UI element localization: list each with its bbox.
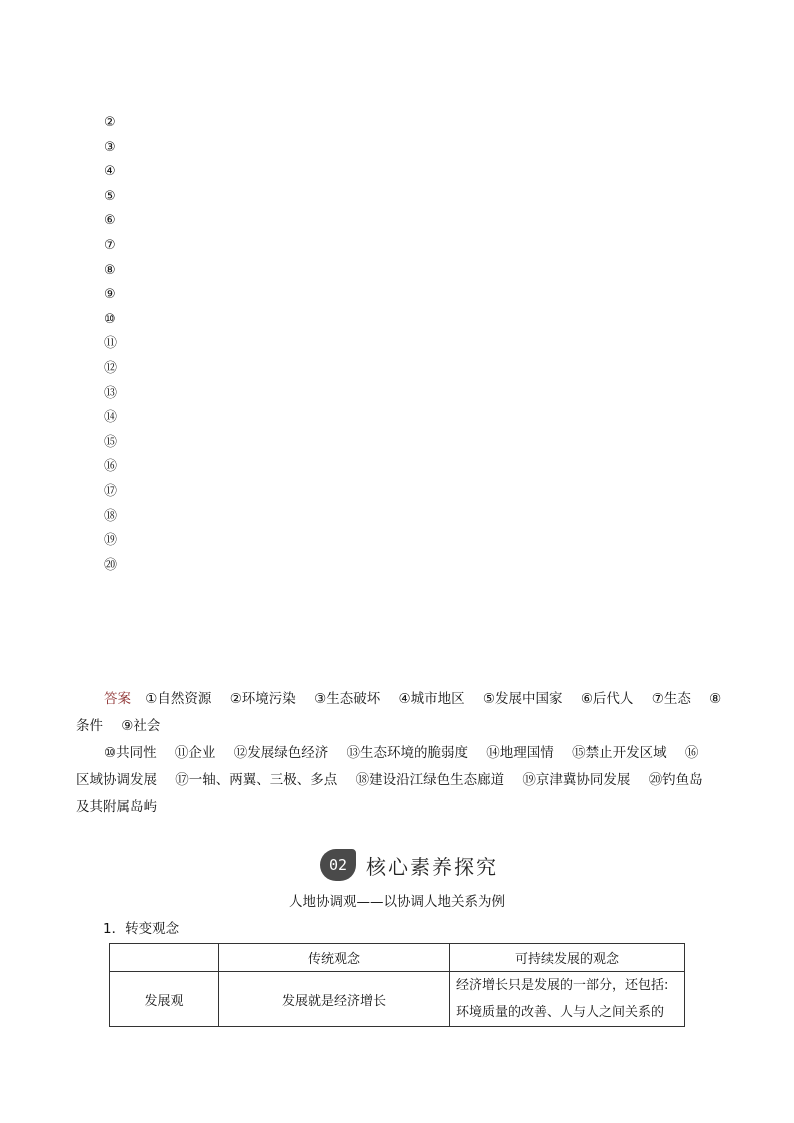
list-item: ③ (104, 139, 116, 155)
list-item: ⑬ (104, 385, 118, 401)
point-heading: 1．转变观念 (103, 921, 180, 937)
list-item: ⑤ (104, 188, 116, 204)
list-item: ⑫ (104, 360, 118, 376)
table-header-cell (110, 944, 219, 972)
list-item: ⑥ (104, 213, 116, 229)
list-item: ⑱ (104, 508, 118, 524)
list-item: ⑭ (104, 410, 118, 426)
section-number-badge: 02 (320, 849, 356, 881)
answer-item: ⑱建设沿江绿色生态廊道 (355, 772, 505, 788)
circled-number-list (104, 114, 117, 581)
answer-item: 区域协调发展 (76, 772, 157, 788)
answer-line (76, 686, 722, 713)
table-cell: 发展就是经济增长 (219, 972, 450, 1027)
table-row (110, 972, 685, 1027)
concept-table (109, 943, 685, 1027)
answer-item: 及其附属岛屿 (76, 799, 157, 815)
list-item: ② (104, 115, 116, 130)
answer-line (76, 713, 718, 740)
section-subtitle: 人地协调观——以协调人地关系为例 (289, 894, 505, 910)
answer-item: 条件 (76, 718, 103, 734)
list-item: ⑪ (104, 336, 118, 352)
answer-item: ⑫发展绿色经济 (233, 745, 329, 761)
answer-item: ⑰一轴、两翼、三极、多点 (175, 772, 338, 788)
answer-item: ⑬生态环境的脆弱度 (346, 745, 468, 761)
answer-item: ⑭地理国情 (486, 745, 554, 761)
list-item: ⑩ (104, 311, 116, 327)
answer-item: ⑦生态 (651, 691, 691, 707)
section-title: 核心素养探究 (366, 854, 498, 879)
answer-item: ⑤发展中国家 (482, 691, 563, 707)
list-item: ⑦ (104, 237, 116, 253)
answer-item: ⑥后代人 (580, 691, 634, 707)
answer-item: ⑯ (684, 745, 699, 761)
list-item: ④ (104, 164, 116, 180)
list-item: ⑲ (104, 533, 118, 549)
table-cell: 经济增长只是发展的一部分，还包括:环境质量的改善、人与人之间关系的 (450, 972, 685, 1027)
table-header-cell: 传统观念 (219, 944, 450, 972)
answer-item: ③生态破坏 (314, 691, 381, 707)
list-item: ⑮ (104, 434, 118, 450)
table-header-row (110, 944, 685, 972)
section-heading (320, 849, 498, 881)
answer-item: ⑩共同性 (104, 745, 157, 761)
answer-item: ⑪企业 (174, 745, 216, 761)
list-item: ⑰ (104, 483, 118, 499)
list-item: ⑯ (104, 459, 118, 475)
answer-line (76, 767, 718, 794)
answer-item: ⑮禁止开发区域 (572, 745, 667, 761)
table-cell: 发展观 (110, 972, 219, 1027)
answer-line (76, 794, 718, 821)
list-item: ⑨ (104, 287, 116, 303)
list-item: ⑳ (104, 557, 118, 573)
answer-item: ①自然资源 (145, 691, 212, 707)
answer-item: ⑨社会 (121, 718, 161, 734)
table-header-cell: 可持续发展的观念 (450, 944, 685, 972)
answer-item: ⑳钓鱼岛 (648, 772, 703, 788)
answer-item: ⑧ (709, 691, 722, 707)
list-item: ⑧ (104, 262, 116, 278)
answer-label: 答案 (104, 691, 131, 707)
answer-item: ⑲京津冀协同发展 (522, 772, 631, 788)
answer-item: ②环境污染 (229, 691, 296, 707)
answer-line (76, 740, 718, 767)
answer-block (76, 686, 722, 821)
answer-item: ④城市地区 (398, 691, 465, 707)
